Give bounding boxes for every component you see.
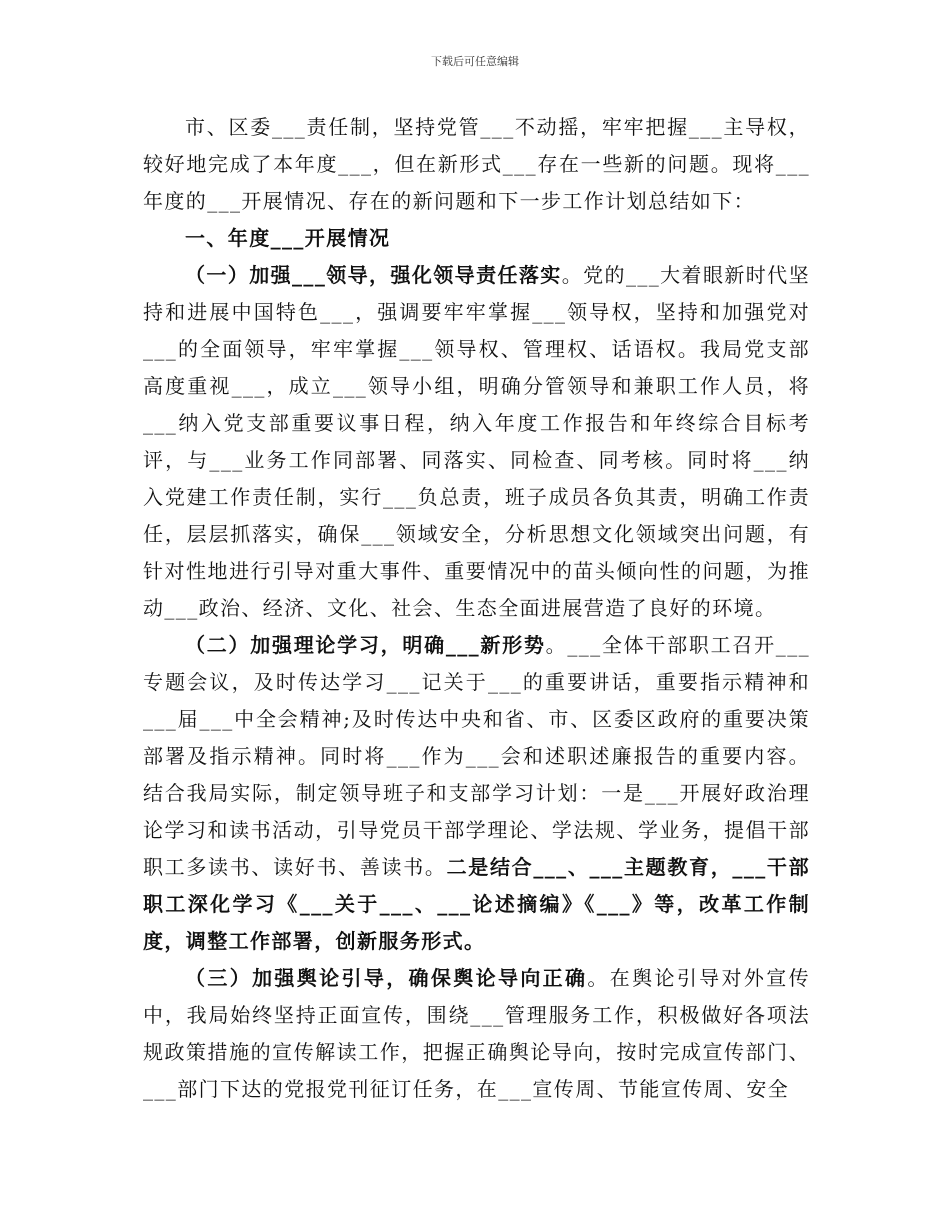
paragraph-section-1 <box>143 257 810 627</box>
document-body <box>143 109 810 1108</box>
paragraph-section-2 <box>143 627 810 960</box>
subheading-3: （三）加强舆论引导，确保舆论导向正确 <box>185 966 588 990</box>
paragraph-section-3 <box>143 960 810 1108</box>
intro-text: 市、区委___责任制，坚持党管___不动摇，牢牢把握___主导权，较好地完成了本年度___，但在新形式___存在一些新的问题。现将___年度的___开展情况、存在的新问题和下一步工作计划总结如下： <box>143 115 810 213</box>
intro-paragraph <box>143 109 810 220</box>
paragraph-3-text: 。在舆论引导对外宣传中，我局始终坚持正面宣传，围绕___管理服务工作，积极做好各项法规政策措施的宣传解读工作，把握正确舆论导向，按时完成宣传部门、___部门下达的党报党刊征订任务，在___宣传周、节能宣传周、安全 <box>143 966 811 1101</box>
paragraph-1-text: 。党的___大着眼新时代坚持和进展中国特色___，强调要牢牢掌握___领导权，坚持和加强党对___的全面领导，牢牢掌握___领导权、管理权、话语权。我局党支部高度重视___，成立___领导小组，明确分管领导和兼职工作人员，将___纳入党支部重要议事日程，纳入年度工作报告和年终综合目标考评，与___业务工作同部署、同落实、同检查、同考核。同时将___纳入党建工作责任制，实行___负总责，班子成员各负其责，明确工作责任，层层抓落实，确保___领域安全，分析思想文化领域突出问题，有针对性地进行引导对重大事件、重要情况中的苗头倾向性的问题，为推动___政治、经济、文化、社会、生态全面进展营造了良好的环境。 <box>143 263 810 620</box>
section-heading: 一、年度___开展情况 <box>185 226 391 250</box>
subheading-1: （一）加强___领导，强化领导责任落实 <box>185 263 562 287</box>
paragraph-2-text: 。___全体干部职工召开___专题会议，及时传达学习___记关于___的重要讲话，重要指示精神和___届___中全会精神;及时传达中央和省、市、区委区政府的重要决策部署及指示精神。同时将___作为___会和述职述廉报告的重要内容。结合我局实际，制定领导班子和支部学习计划：一是___开展好政治理论学习和读书活动，引导党员干部学理论、学法规、学业务，提倡干部职工多读书、读好书、善读书。 <box>143 633 811 879</box>
page-header: 下载后可任意编辑 <box>431 55 519 68</box>
paragraph-2-bold-tail: 二是结合___、___主题教育，___干部职工深化学习《___关于___、___论述摘编》《___》等，改革工作制度，调整工作部署，创新服务形式。 <box>143 855 810 953</box>
subheading-2: （二）加强理论学习，明确___新形势 <box>185 633 546 657</box>
